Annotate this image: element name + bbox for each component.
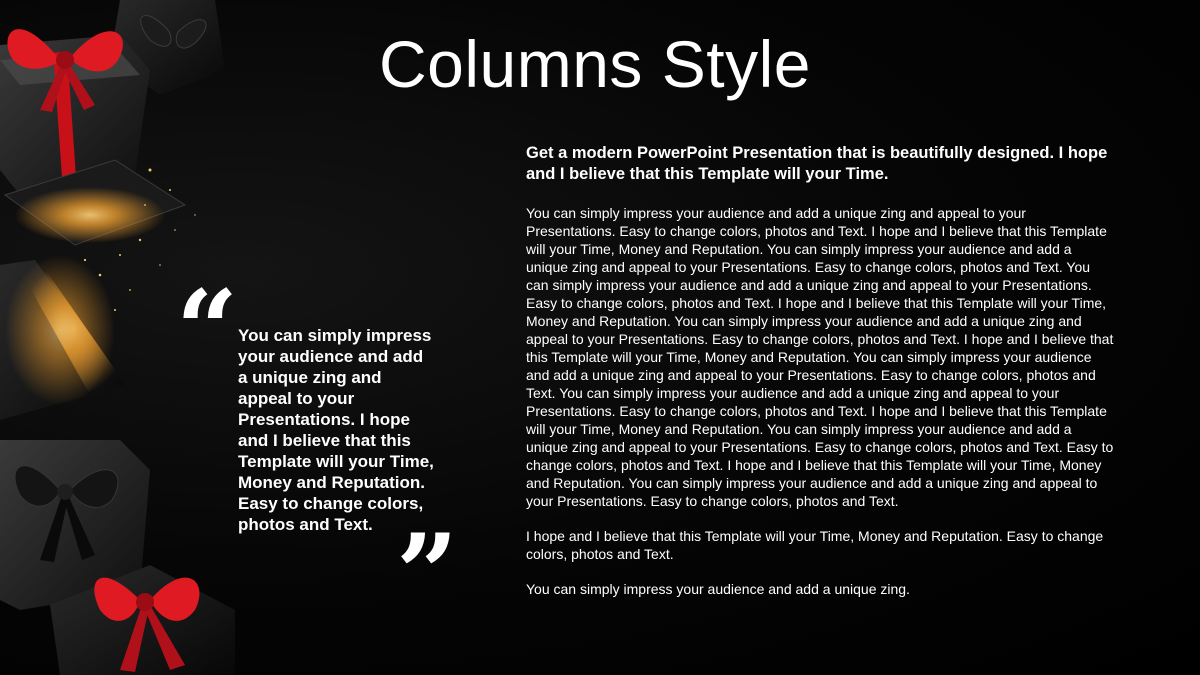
column-headline: Get a modern PowerPoint Presentation that is beautifully designed. I hope and I believe that this Template will your Time. [526, 144, 1108, 183]
body-paragraph: I hope and I believe that this Template will your Time, Money and Reputation. Easy to change colors, photos and Text. [526, 528, 1104, 562]
pull-quote-text: You can simply impress your audience and add a unique zing and appeal to your Presentations. I hope and I believe that this Template will your Time, Money and Reputation. Easy to change colors, photos and Text. [238, 326, 434, 534]
glowing-open-box-icon [0, 160, 196, 420]
close-quote-icon: ” [396, 511, 459, 637]
slide-title: Columns Style [379, 27, 811, 101]
body-paragraph: You can simply impress your audience and add a unique zing and appeal to your Presentations. Easy to change colors, photos and Text. I hope and I believe that this Template will your Time, Money and Reputation. You can simply impress your audience and add a unique zing and appeal to your Presentations. Easy to change colors, photos and Text. You can simply impress your audience and add a unique zing and appeal to your Presentations. Easy to change colors, photos and Text. I hope and I believe that this Template will your Time, Money and Reputation. You can simply impress your audience and add a unique zing and appeal to your Presentations. Easy to change colors, photos and Text. I hope and I believe that this Template will your Time, Money and Reputation. You can simply impress your audience and add a unique zing and appeal to your Presentations. Easy to change colors, photos and Text. You can simply impress your audience and add a unique zing and appeal to your Presentations. Easy to change colors, photos and Text. I hope and I believe that this Template will your Time, Money and Reputation. You can simply impress your audience and add a unique zing and appeal to your Presentations. Easy to change colors, photos and Text. Easy to change colors, photos and Text. I hope and I believe that this Template will your Time, Money and Reputation. You can simply impress your audience and add a unique zing and appeal to your Presentations. Easy to change colors, photos and Text. [526, 205, 1114, 509]
open-quote-icon: “ [176, 267, 239, 393]
text-column [526, 143, 1116, 615]
body-paragraph: You can simply impress your audience and add a unique zing. [526, 581, 910, 597]
